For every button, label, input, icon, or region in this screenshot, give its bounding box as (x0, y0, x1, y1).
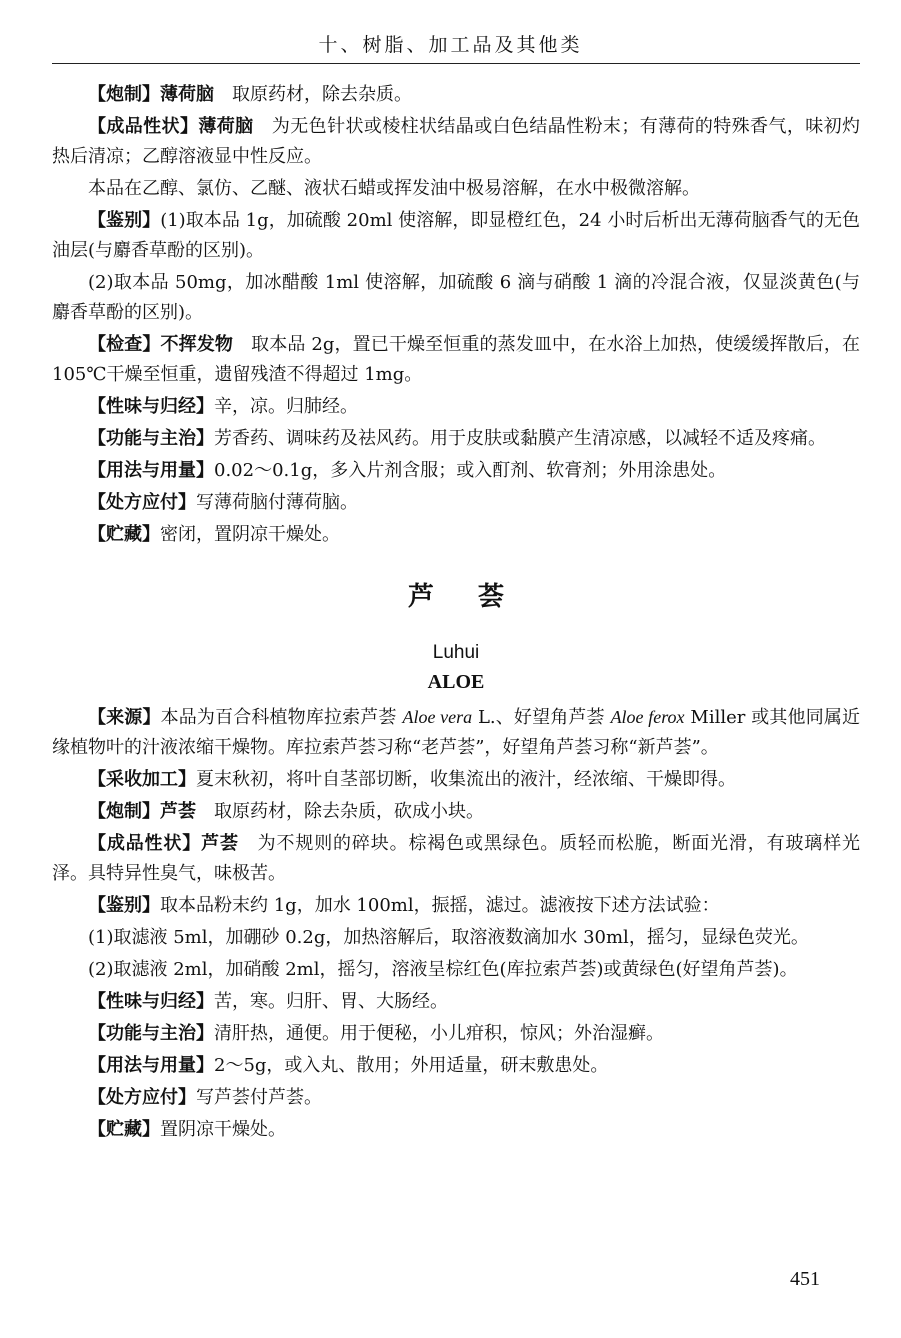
section-label: 【成品性状】 (88, 833, 202, 854)
paragraph-text: 写芦荟付芦荟。 (196, 1087, 322, 1108)
paragraph-text: 取本品粉末约 1g，加水 100ml，振摇，滤过。滤液按下述方法试验： (160, 895, 720, 916)
section-label: 【鉴别】 (88, 895, 160, 916)
paragraph-text: 0.02～0.1g，多入片剂含服；或入酊剂、软膏剂；外用涂患处。 (214, 460, 727, 481)
section-label: 【功能与主治】 (88, 428, 214, 449)
aloe-identification-2: (2)取滤液 2ml，加硝酸 2ml，摇匀，溶液呈棕红色(库拉索芦荟)或黄绿色(好望角芦荟)。 (88, 959, 798, 980)
paragraph-text: 为无色针状或棱柱状结晶或白色结晶性粉末；有薄荷的特殊香气，味初灼热后清凉；乙醇溶液显中性反应。 (52, 116, 860, 167)
section-label: 【检查】 (88, 334, 161, 355)
paragraph-text: (1)取本品 1g，加硫酸 20ml 使溶解，即显橙红色，24 小时后析出无薄荷脑香气的无色油层(与麝香草酚的区别)。 (52, 210, 860, 261)
entry-pinyin: Luhui (432, 642, 480, 663)
term: 芦荟 (160, 801, 196, 822)
paragraph-text: 清肝热，通便。用于便秘，小儿疳积，惊风；外治湿癣。 (214, 1023, 664, 1044)
entry-title: 芦荟 (407, 582, 548, 612)
paragraph-text: 取原药材，除去杂质。 (232, 84, 412, 105)
menthol-identification-2: (2)取本品 50mg，加冰醋酸 1ml 使溶解，加硫酸 6 滴与硝酸 1 滴的冷混合液，仅显淡黄色(与麝香草酚的区别)。 (52, 272, 860, 323)
section-label: 【成品性状】 (88, 116, 199, 137)
aloe-identification (52, 891, 860, 921)
running-header: 十、树脂、加工品及其他类 (318, 34, 583, 56)
paragraph-text: 置阴凉干燥处。 (160, 1119, 286, 1140)
paragraph-text: 2～5g，或入丸、散用；外用适量，研末敷患处。 (214, 1055, 609, 1076)
paragraph-text: 取本品 2g，置已干燥至恒重的蒸发皿中，在水浴上加热，使缓缓挥散后，在 105℃干燥至恒重，遗留残渣不得超过 1mg。 (52, 334, 861, 385)
menthol-function (52, 424, 860, 454)
aloe-harvest (52, 765, 860, 795)
paragraph-text: 本品为百合科植物库拉索芦荟 (160, 707, 403, 728)
section-label: 【用法与用量】 (88, 460, 214, 481)
aloe-storage (52, 1115, 860, 1145)
paragraph-text: 取原药材，除去杂质，砍成小块。 (214, 801, 484, 822)
section-label: 【采收加工】 (88, 769, 196, 790)
page-number: 451 (790, 1268, 820, 1290)
paragraph-text: L.、好望角芦荟 (472, 707, 611, 728)
paragraph-text: 为不规则的碎块。棕褐色或黑绿色。质轻而松脆，断面光滑，有玻璃样光泽。具特异性臭气，味极苦。 (52, 833, 861, 884)
section-label: 【处方应付】 (88, 492, 196, 513)
section-label: 【来源】 (88, 707, 161, 728)
latin-name: Aloe ferox (610, 707, 685, 727)
paragraph-text: Miller 或其他同属近缘植物叶的汁液浓缩干燥物。库拉索芦荟习称“老芦荟”，好望角芦荟习称“新芦荟”。 (52, 707, 860, 758)
term: 芦荟 (201, 833, 239, 854)
aloe-processing (52, 797, 860, 827)
entry-english-name: ALOE (427, 671, 485, 693)
section-label: 【用法与用量】 (88, 1055, 214, 1076)
section-label: 【贮藏】 (88, 1119, 160, 1140)
section-label: 【性味与归经】 (88, 991, 214, 1012)
menthol-nature (52, 392, 860, 422)
menthol-properties (52, 112, 860, 172)
menthol-inspection (52, 330, 860, 390)
menthol-identification (52, 206, 860, 266)
section-label: 【处方应付】 (88, 1087, 196, 1108)
aloe-identification-1: (1)取滤液 5ml，加硼砂 0.2g，加热溶解后，取溶液数滴加水 30ml，摇匀，显绿色荧光。 (88, 927, 809, 948)
term: 不挥发物 (160, 334, 234, 355)
paragraph-text: 夏末秋初，将叶自茎部切断，收集流出的液汁，经浓缩、干燥即得。 (196, 769, 736, 790)
menthol-solubility: 本品在乙醇、氯仿、乙醚、液状石蜡或挥发油中极易溶解，在水中极微溶解。 (88, 178, 700, 199)
latin-name: Aloe vera (402, 707, 473, 727)
aloe-properties (52, 829, 860, 889)
section-label: 【鉴别】 (88, 210, 161, 231)
aloe-nature (52, 987, 860, 1017)
page-body (52, 80, 860, 1147)
section-label: 【炮制】 (88, 84, 160, 105)
paragraph-text: 芳香药、调味药及祛风药。用于皮肤或黏膜产生清凉感，以减轻不适及疼痛。 (214, 428, 826, 449)
paragraph-text: 写薄荷脑付薄荷脑。 (196, 492, 358, 513)
menthol-storage (52, 520, 860, 550)
menthol-prescription (52, 488, 860, 518)
section-label: 【贮藏】 (88, 524, 160, 545)
paragraph-text: 辛，凉。归肺经。 (214, 396, 358, 417)
section-label: 【炮制】 (88, 801, 160, 822)
aloe-prescription (52, 1083, 860, 1113)
menthol-processing (52, 80, 860, 110)
aloe-function (52, 1019, 860, 1049)
section-label: 【性味与归经】 (88, 396, 214, 417)
paragraph-text: 苦，寒。归肝、胃、大肠经。 (214, 991, 448, 1012)
paragraph-text: 密闭，置阴凉干燥处。 (160, 524, 340, 545)
term: 薄荷脑 (198, 116, 254, 137)
header-rule (52, 63, 860, 64)
aloe-source (52, 702, 860, 763)
section-label: 【功能与主治】 (88, 1023, 214, 1044)
aloe-usage (52, 1051, 860, 1081)
term: 薄荷脑 (160, 84, 214, 105)
menthol-usage (52, 456, 860, 486)
